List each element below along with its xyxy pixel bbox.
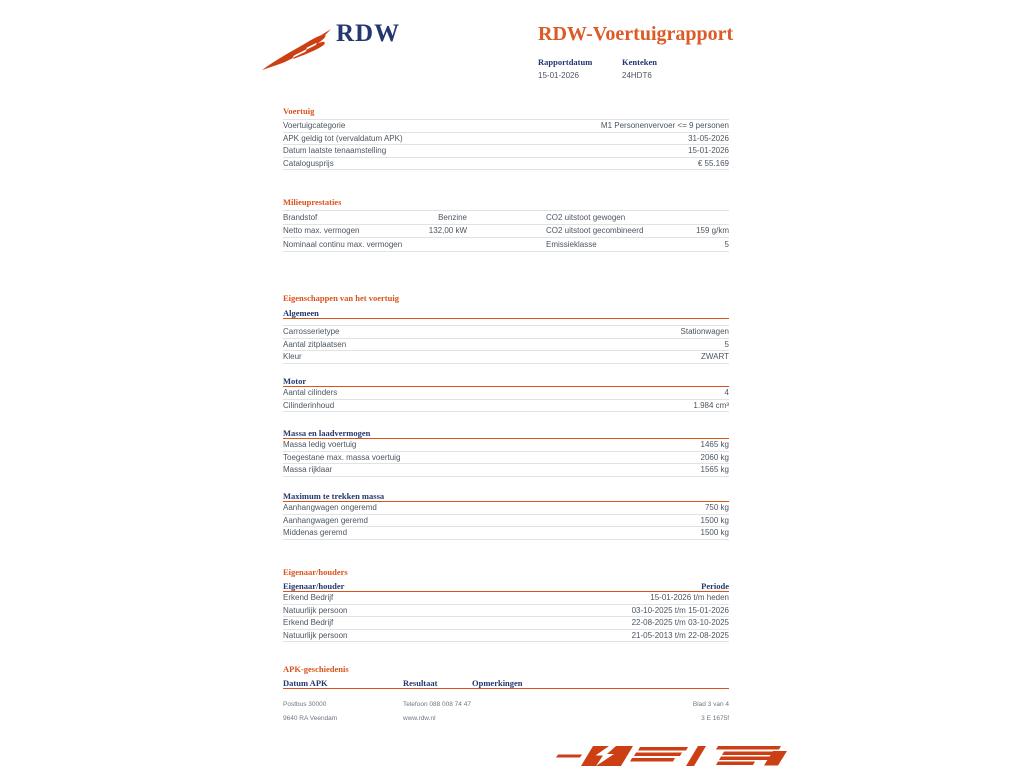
- footer-line-1: [283, 701, 729, 708]
- row-label: APK geldig tot (vervaldatum APK): [283, 133, 403, 143]
- row-label: Brandstof: [283, 212, 318, 222]
- row-value: Stationwagen: [680, 327, 729, 337]
- table-row: [283, 133, 729, 146]
- footer-page-number: Blad 3 van 4: [692, 701, 729, 708]
- footer-line-2: [283, 715, 729, 722]
- apk-table-header: [283, 677, 729, 689]
- table-row: [283, 211, 729, 225]
- row-value: 2060 kg: [700, 452, 729, 462]
- subsection-massa: [283, 428, 729, 477]
- table-row: [283, 225, 729, 239]
- table-row: [283, 400, 729, 413]
- table-row: [283, 630, 729, 643]
- footer-address-line2: 9640 RA Veendam: [283, 715, 338, 722]
- row-value: ZWART: [701, 352, 729, 362]
- report-meta: [538, 57, 706, 80]
- column-header: Resultaat: [403, 678, 438, 688]
- row-value: 750 kg: [704, 503, 729, 513]
- column-header: Datum APK: [283, 678, 328, 688]
- rdw-logotype: RDW: [336, 20, 401, 47]
- row-value: 159 g/km: [696, 226, 729, 236]
- row-label: Catalogusprijs: [283, 158, 334, 168]
- row-label: Massa ledig voertuig: [283, 440, 357, 450]
- table-row: [283, 339, 729, 352]
- subsection-algemeen: [283, 308, 729, 364]
- row-value: 1565 kg: [700, 465, 729, 475]
- page-title: RDW-Voertuigrapport: [538, 23, 734, 45]
- footer-address-line1: Postbus 30000: [283, 701, 327, 708]
- row-label: Voertuigcategorie: [283, 121, 346, 131]
- subsection-trekken: [283, 491, 729, 540]
- subsection-motor: [283, 376, 729, 412]
- section-apk: [283, 664, 729, 689]
- motor-table: [283, 387, 729, 412]
- table-row: [283, 387, 729, 400]
- row-value: 132,00 kW: [428, 226, 467, 236]
- table-row: [283, 145, 729, 158]
- row-label: Aanhangwagen geremd: [283, 515, 368, 525]
- table-row: [283, 592, 729, 605]
- massa-table: [283, 439, 729, 477]
- row-label: CO2 uitstoot gewogen: [546, 212, 626, 222]
- row-label: Netto max. vermogen: [283, 226, 360, 236]
- section-title: Eigenaar/houders: [283, 567, 348, 577]
- kenteken-value: 24HDT6: [622, 71, 652, 80]
- algemeen-table: [283, 325, 729, 364]
- row-label: Kleur: [283, 352, 302, 362]
- table-row: [283, 439, 729, 452]
- row-label: Aantal cilinders: [283, 388, 338, 398]
- row-value: 21-05-2013 t/m 22-08-2025: [631, 630, 729, 640]
- row-value: 1500 kg: [700, 515, 729, 525]
- table-row: [283, 527, 729, 540]
- row-value: 15-01-2026: [688, 146, 729, 156]
- section-voertuig: [283, 106, 729, 170]
- row-value: M1 Personenvervoer <= 9 personen: [600, 121, 729, 131]
- row-label: Middenas geremd: [283, 528, 348, 538]
- row-label: Emissieklasse: [546, 239, 597, 249]
- table-row: [283, 502, 729, 515]
- row-label: Toegestane max. massa voertuig: [283, 452, 401, 462]
- footer-phone: Telefoon 088 008 74 47: [403, 701, 471, 708]
- table-row: [283, 120, 729, 133]
- row-label: Massa rijklaar: [283, 465, 333, 475]
- kenteken-block: [622, 57, 706, 80]
- row-label: Nominaal continu max. vermogen: [283, 239, 403, 249]
- row-label: Carrosserietype: [283, 327, 340, 337]
- table-row: [283, 605, 729, 618]
- row-value: 5: [724, 239, 729, 249]
- table-row: [283, 464, 729, 477]
- row-value: 5: [724, 339, 729, 349]
- table-row: [283, 617, 729, 630]
- table-row: [283, 452, 729, 465]
- table-row: [283, 158, 729, 171]
- section-eigenschappen-title: [283, 293, 729, 306]
- row-value: 1500 kg: [700, 528, 729, 538]
- row-label: Natuurlijk persoon: [283, 605, 348, 615]
- row-value: 31-05-2026: [688, 133, 729, 143]
- subsection-title: Maximum te trekken massa: [283, 491, 729, 502]
- section-title: Eigenschappen van het voertuig: [283, 293, 399, 303]
- row-value: 03-10-2025 t/m 15-01-2026: [631, 605, 729, 615]
- row-value: € 55.169: [697, 158, 729, 168]
- row-value: Benzine: [438, 212, 467, 222]
- row-value: 1.984 cm³: [693, 400, 729, 410]
- row-value: 15-01-2026 t/m heden: [650, 593, 729, 603]
- footer-website: www.rdw.nl: [403, 715, 436, 722]
- row-label: Cilinderinhoud: [283, 400, 335, 410]
- column-header: Eigenaar/houder: [283, 581, 345, 591]
- row-value: 4: [724, 388, 729, 398]
- row-label: Natuurlijk persoon: [283, 630, 348, 640]
- row-label: Aantal zitplaatsen: [283, 339, 347, 349]
- rdw-flag-logo-icon: [548, 741, 788, 767]
- section-milieuprestaties: [283, 197, 729, 252]
- row-label: CO2 uitstoot gecombineerd: [546, 226, 644, 236]
- row-label: Aanhangwagen ongeremd: [283, 503, 377, 513]
- footer-form-code: 3 E 1675f: [701, 715, 729, 722]
- subsection-title: Massa en laadvermogen: [283, 428, 729, 439]
- row-label: Erkend Bedrijf: [283, 618, 334, 628]
- voertuig-table: [283, 119, 729, 170]
- rapportdatum-value: 15-01-2026: [538, 71, 579, 80]
- rapportdatum-block: [538, 57, 622, 80]
- section-eigenaar: [283, 567, 729, 642]
- rdw-wing-logo-icon: [261, 28, 333, 73]
- column-header: Periode: [701, 581, 729, 591]
- column-header: Opmerkingen: [472, 678, 523, 688]
- row-value: 1465 kg: [700, 440, 729, 450]
- table-row: [283, 326, 729, 339]
- table-row: [283, 515, 729, 528]
- row-label: Erkend Bedrijf: [283, 593, 334, 603]
- table-row: [283, 238, 729, 252]
- row-label: Datum laatste tenaamstelling: [283, 146, 387, 156]
- section-title: APK-geschiedenis: [283, 664, 349, 674]
- row-value: 22-08-2025 t/m 03-10-2025: [631, 618, 729, 628]
- section-title: Milieuprestaties: [283, 197, 342, 207]
- kenteken-label: Kenteken: [622, 57, 657, 67]
- eigenaar-table-header: [283, 580, 729, 592]
- trekken-table: [283, 502, 729, 540]
- milieu-table: [283, 210, 729, 252]
- subsection-title: Algemeen: [283, 308, 729, 319]
- rapportdatum-label: Rapportdatum: [538, 57, 593, 67]
- subsection-title: Motor: [283, 376, 729, 387]
- table-row: [283, 351, 729, 364]
- eigenaar-table: [283, 592, 729, 642]
- section-title: Voertuig: [283, 106, 315, 116]
